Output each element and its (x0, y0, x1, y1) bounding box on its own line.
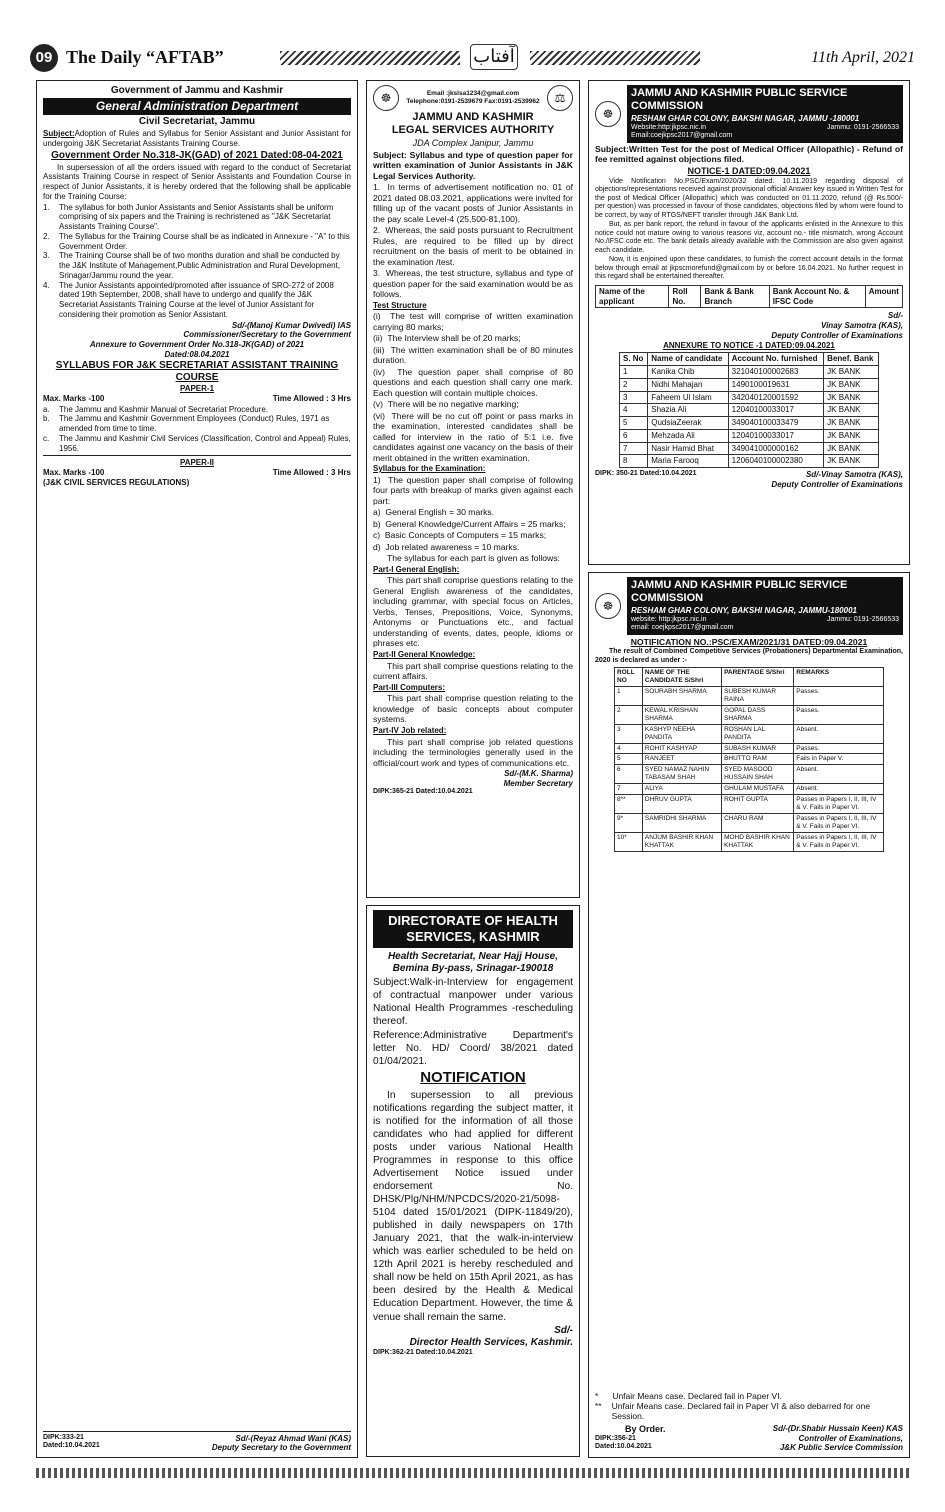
psc2-dipk: DIPK:356-21 (595, 1434, 636, 1442)
paper2-sub: (J&K CIVIL SERVICES REGULATIONS) (43, 477, 190, 487)
psc1-p3: Now, it is enjoined upon these candidates, to furnish the correct account details in the format below through email at jkpscmorefund@gmail.com by or before 16.04.2021. No further request in this regard shall be entertained thereafter. (595, 256, 903, 281)
health-signer: Director Health Services, Kashmir. (409, 1336, 573, 1348)
paper2-heading: PAPER-II (179, 458, 215, 468)
psc2-email: email: coejkpsc2017@gmail.com (631, 624, 734, 632)
list-item: (i) The test will comprise of written examination carrying 80 marks; (373, 311, 573, 332)
health-services-ad (366, 905, 580, 1457)
part3-text: This part shall comprise question relating to the knowledge of basic concepts about computer systems. (373, 693, 573, 725)
footnote-2: Unfair Means case. Declared fail in Paper VI & also debarred for one Session. (611, 1401, 871, 1422)
paper-name: The Daily “AFTAB” (66, 47, 224, 67)
syllabus-intro: 1) The question paper shall comprise of following four parts with breakup of marks given against each part: (373, 474, 573, 506)
table-header: Name of the applicant (596, 285, 669, 308)
gad-annex-date: Dated:08.04.2021 (164, 349, 230, 359)
max-marks: Max. Marks -100 (43, 393, 105, 403)
table-row: 9* SAMRIDHI SHARMA CHARU RAM Passes in Papers I, II, III, IV & V. Fails in Paper VI. (615, 814, 884, 833)
gad-intro: In supersession of all the orders issued with regard to the conduct of Secretariat Assistants Training Course in respect of Senior Assistants and Foundation Course in respect of Junior Assistants, it is hereby ordered that the following shall be applicable for the Training Course: (43, 162, 351, 201)
table-header: REMARKS (794, 668, 884, 687)
table-header: PARENTAGE S/Shri (722, 668, 794, 687)
syllabus-heading: Syllabus for the Examination: (373, 464, 486, 474)
psc2-signer-title2: J&K Public Service Commission (779, 1443, 903, 1453)
psc1-notice: NOTICE-1 DATED:09.04.2021 (687, 165, 811, 176)
legal-title2: LEGAL SERVICES AUTHORITY (391, 124, 555, 137)
health-addr2: Bemina By-pass, Srinagar-190018 (392, 962, 554, 974)
list-item: b) General Knowledge/Current Affairs = 25 marks; (373, 518, 566, 529)
list-item: a. The Jammu and Kashmir Manual of Secretariat Procedure. (43, 404, 268, 414)
legal-address: JDA Complex Janipur, Jammu (412, 137, 534, 148)
health-notification: NOTIFICATION (420, 1069, 526, 1087)
psc1-website: Website:http:jkpsc.nic.in (631, 123, 706, 131)
syllabus-title: SYLLABUS FOR J&K SECRETARIAT ASSISTANT TRAINING COURSE (55, 359, 339, 383)
psc-result-ad (588, 572, 910, 1458)
table-row: 5 RANJEET BHUTTO RAM Fails in Paper V. (615, 754, 884, 765)
seal-icon: ⚖ (547, 85, 573, 111)
page-number: 09 (30, 44, 58, 72)
emblem-icon: ☸ (373, 85, 399, 111)
gad-annex-ref: Annexure to Government Order No.318-JK(GAD) of 2021 (89, 340, 305, 350)
table-row: 5 QudsiaZeerak 349040100033479 JK BANK (620, 417, 879, 430)
psc1-addr: RESHAM GHAR COLONY, BAKSHI NAGAR, JAMMU -180001 (631, 113, 860, 123)
by-order: By Order. (625, 1423, 666, 1434)
footer-stripe (36, 1468, 910, 1478)
table-header: Name of candidate (648, 353, 728, 366)
list-item: a) General English = 30 marks. (373, 507, 495, 518)
list-item: (v) There will be no negative marking; (373, 399, 519, 410)
emblem-icon: ☸ (595, 101, 621, 127)
psc1-signer-title: Deputy Controller of Examinations (771, 330, 903, 340)
part1-text: This part shall comprise questions relating to the General English awareness of the candidates, including grammar, with special focus on Articles, Verbs, Tenses, Prepositions, Voice, Synonyms, Antonyms or Punctuations etc., and factual understanding of events, dates, people, idioms or phrases etc. (373, 575, 573, 649)
gad-order-ad (36, 80, 358, 1458)
gad-govt: Government of Jammu and Kashmir (110, 85, 284, 96)
table-header: S. No (620, 353, 648, 366)
legal-p1: 1. In terms of advertisement notification no. 01 of 2021 dated 08.03.2021, applications were invited for filling up of the vacant posts of Junior Assistants in the pay scale Level-4 (25,500-81,100). (373, 182, 573, 224)
table-header: NAME OF THE CANDIDATE S/Shri (642, 668, 721, 687)
syllabus-follow: The syllabus for each part is given as follows: (387, 553, 560, 564)
health-title: DIRECTORATE OF HEALTH SERVICES, KASHMIR (373, 910, 573, 948)
gad-order-no: Government Order No.318-JK(GAD) of 2021 Dated:08-04-2021 (51, 149, 343, 161)
psc2-addr: RESHAM GHAR COLONY, BAKSHI NAGAR, JAMMU-180001 (631, 605, 857, 615)
psc1-p2: But, as per bank report, the refund in favour of the applicants enlisted in the Annexure to this notice could not mature owing to various reasons viz, account no.- title mismatch, wrong Account No./IFSC code etc. The bank details already available with the Commission are also given against each candidate. (595, 221, 903, 254)
table-row: 3 Faheem Ul Islam 342040120001592 JK BANK (620, 391, 879, 404)
list-item: c. The Jammu and Kashmir Civil Services (Classification, Control and Appeal) Rules, 1956. (43, 433, 351, 453)
list-item: (iv) The question paper shall comprise of 80 questions and each question shall carry one mark. Each question will contain multiple choices. (373, 366, 573, 398)
table-row: 6 Mehzada Ali 12040100033017 JK BANK (620, 429, 879, 442)
psc1-final-title: Deputy Controller of Examinations (771, 479, 903, 489)
decorative-stripe-left (280, 51, 460, 65)
part1-heading: Part-I General English: (373, 564, 460, 574)
legal-subject: Subject: Syllabus and type of question paper for written examination of Junior Assistants in J&K Legal Services Authority. (373, 149, 573, 181)
psc2-footer: * Unfair Means case. Declared fail in Paper VI. ** Unfair Means case. Declared fail in Paper VI & also debarred for one Session. By Order. DIPK:356-21 Dated:10.04.2021 Sd/-(Dr.Shabir Hussain Keen) KAS Controller of Examinations, J&K Public Service Commission (595, 1390, 903, 1453)
legal-dipk: DIPK:365-21 Dated:10.04.2021 (373, 788, 473, 796)
list-item: (iii) The written examination shall be of 80 minutes duration. (373, 344, 573, 366)
list-item: (ii) The Interview shall be of 20 marks; (373, 333, 521, 344)
legal-email: Email :jkslsa1234@gmail.com (426, 90, 520, 98)
gad-footer (43, 1429, 351, 1454)
psc1-signer: Vinay Samotra (KAS), (821, 321, 903, 331)
psc2-title: JAMMU AND KASHMIR PUBLIC SERVICE COMMISSION (631, 579, 848, 605)
table-header: Amount (865, 285, 902, 308)
legal-signer: Sd/-(M.K. Sharma) (504, 768, 573, 778)
legal-services-ad (366, 80, 580, 898)
list-item: b. The Jammu and Kashmir Government Employees (Conduct) Rules, 1971 as amended from time to time. (43, 414, 330, 434)
paper1-heading: PAPER-1 (179, 384, 215, 394)
psc1-sd: Sd/- (887, 311, 903, 321)
list-item: d) Job related awareness = 10 marks. (373, 541, 520, 552)
psc2-intro: The result of Combined Competitive Services (Probationers) Departmental Examination, 2020 is declared as under :- (595, 648, 903, 664)
gad-signer: Sd/-(Manoj Kumar Dwivedi) IAS (231, 320, 351, 330)
health-subject: Subject:Walk-in-Interview for engagement of contractual manpower under various National Health Programmes -rescheduling thereof. (373, 977, 573, 1028)
emblem-icon: ☸ (595, 593, 621, 619)
part4-heading: Part-IV Job related: (373, 725, 447, 735)
psc2-signer-title1: Controller of Examinations, (798, 1433, 903, 1443)
psc2-website: website: http:jkpsc.nic.in (631, 615, 707, 623)
table-header: Account No. furnished (728, 353, 824, 366)
gad-dated: Dated:10.04.2021 (43, 1442, 100, 1450)
test-structure-heading: Test Structure (373, 300, 427, 310)
psc1-title: JAMMU AND KASHMIR PUBLIC SERVICE COMMISSION (631, 87, 848, 113)
health-reference: Reference:Administrative Department's letter No. HD/ Coord/ 38/2021 dated 01/04/2021. (373, 1030, 573, 1068)
table-row: 7 ALIYA GHULAM MUSTAFA Absent. (615, 784, 884, 795)
gad-sec: Civil Secretariat, Jammu (138, 115, 256, 127)
masthead (30, 44, 915, 72)
legal-signer-title: Member Secretary (503, 778, 573, 788)
table-header: Bank & Bank Branch (701, 285, 769, 308)
list-item: 3. The Training Course shall be of two months duration and shall be conducted by the J&K Institute of Management,Public Administration and Rural Development, Srinagar/Jammu round the year. (43, 251, 341, 280)
psc2-signer: Sd/-(Dr.Shabir Hussain Keen) KAS (772, 1423, 903, 1433)
list-item: 1. The syllabus for both Junior Assistants and Senior Assistants shall be uniform comprising of six papers and the Training is rechristened as "J&K Secretariat Assistants Training Course". (43, 202, 334, 232)
table-row: 10* ANJUM BASHIR KHAN KHATTAK MOHD BASHIR KHAN KHATTAK Passes in Papers I, II, III, IV & V. Fails in Paper VI. (615, 832, 884, 851)
list-item: c) Basic Concepts of Computers = 15 marks; (373, 530, 547, 541)
gad-dipk: DIPK:333-21 (43, 1433, 84, 1441)
table-header: ROLL NO (615, 668, 643, 687)
table-row: 1 SOURABH SHARMA SUBESH KUMAR RAINA Passes. (615, 687, 884, 706)
gad-final-signer: Sd/-(Reyaz Ahmad Wani (KAS) (235, 1433, 351, 1443)
issue-date: 11th April, 2021 (811, 49, 915, 66)
health-body: In supersession to all previous notifications regarding the subject matter, it is notified for the information of all those candidates who had applied for different posts under various National Health Programmes in response to this office Advertisement Notice issued under endorsement No. DHSK/Plg/NHM/NPCDCS/2020-21/5098-5104 dated 15/01/2021 (DIPK-11849/20), published in daily newspapers on 17th January 2021, that the walk-in-interview which was earlier scheduled to be held on 12th April 2021 is hereby rescheduled and shall now be held on 15th April 2021, as has been desired by the Health & Medical Education Department. However, the time & venue shall remain the same. (373, 1089, 573, 1323)
health-sd: Sd/- (554, 1324, 573, 1336)
part2-text: This part shall comprise questions relating to the current affairs. (373, 660, 573, 682)
table-header: Roll No. (669, 285, 701, 308)
annex-title: ANNEXURE TO NOTICE -1 DATED:09.04.2021 (663, 340, 835, 350)
paper-logo: آفتاب (470, 44, 518, 70)
part4-text: This part shall comprise job related questions including the terminologies generally used in the official/court work and types of communications etc. (373, 736, 573, 768)
psc1-final-sign: Sd/-Vinay Samotra (KAS), (805, 470, 903, 480)
result-table (614, 667, 884, 852)
time-allowed: Time Allowed : 3 Hrs (272, 468, 351, 478)
legal-p3: 3. Whereas, the test structure, syllabus and type of question paper for the said examination would be as follows. (373, 268, 573, 300)
table-row: 8 Maria Farooq 1206040100002380 JK BANK (620, 455, 879, 468)
table-header: Bank Account No. & IFSC Code (769, 285, 865, 308)
part2-heading: Part-II General Knowledge: (373, 649, 476, 659)
psc1-subject: Subject:Written Test for the post of Medical Officer (Allopathic) - Refund of fee remitted against objections filed. (595, 143, 903, 165)
gad-signer-title: Commissioner/Secretary to the Government (183, 330, 351, 340)
gad-items (43, 203, 351, 320)
time-allowed: Time Allowed : 3 Hrs (272, 393, 351, 403)
legal-phone: Telephone:0191-2539679 Fax:0191-2539962 (406, 98, 540, 105)
table-row: 8** DHRUV GUPTA ROHIT GUPTA Passes in Papers I, II, III, IV & V. Fails in Paper VI. (615, 795, 884, 814)
health-addr1: Health Secretariat, Near Hajj House, (387, 950, 559, 962)
gad-subject-label: Subject: (43, 129, 75, 138)
table-row: 3 KASHYP NEEHA PANDITA ROSHAN LAL PANDITA Absent. (615, 724, 884, 743)
psc2-notif: NOTIFICATION NO.:PSC/EXAM/2021/31 DATED:09.04.2021 (630, 636, 868, 647)
list-item: 4. The Junior Assistants appointed/promoted after issuance of SRO-272 of 2008 dated 19th September, 2008, shall have to undergo and qualify the J&K Secretariat Assistants Training Course at the level of Junior Assistant for considering their promotion as Senior Assistant. (43, 280, 334, 319)
psc2-phone: Jammu: 0191-2566533 (827, 615, 899, 623)
refund-format-table (595, 285, 903, 309)
psc1-dipk: DIPK: 350-21 Dated:10.04.2021 (595, 470, 697, 478)
gad-final-title: Deputy Secretary to the Government (211, 1443, 351, 1453)
psc1-phone: Jammu: 0191-2566533 (827, 123, 899, 131)
table-row: 2 KEWAL KRISHAN SHARMA GOPAL DASS SHARMA Passes. (615, 705, 884, 724)
table-row: 7 Nasir Hamid Bhat 349041000000162 JK BANK (620, 442, 879, 455)
psc2-dated: Dated:10.04.2021 (595, 1443, 652, 1451)
table-row: 4 Shazia Ali 12040100033017 JK BANK (620, 404, 879, 417)
table-row: 6 SYED NAMAZ NAHIN TABASAM SHAH SYED MASOOD HUSSAIN SHAH Absent. (615, 765, 884, 784)
part3-heading: Part-III Computers: (373, 682, 446, 692)
psc-refund-notice-ad (588, 80, 910, 565)
legal-p2: 2. Whereas, the said posts pursuant to Recruitment Rules, are required to be filled up by direct recruitment on the basis of merit to be obtained in the examination /test. (373, 225, 573, 267)
footnote-1: Unfair Means case. Declared fail in Paper VI. (612, 1390, 782, 1401)
max-marks: Max. Marks -100 (43, 468, 105, 478)
psc1-p1: Vide Notification No.PSC/Exam/2020/32 dated: 10.11.2019 regarding disposal of objections/representations received against provisional official Answer key issued in Written Test for the post of Medical Officer (Allopathic) which was conducted on 01.11.2020, refund (@ Rs.500/- per question) was processed in favour of those candidates, objections filed by whom were found to be correct, by way of RTGS/NEFT transfer through J&K Bank Ltd. (595, 177, 903, 219)
annexure-table (619, 352, 879, 468)
table-row: 1 Kanika Chib 321040100002683 JK BANK (620, 366, 879, 379)
list-item: 2. The Syllabus for the Training Course shall be as indicated in Annexure - "A" to this Government Order. (43, 231, 350, 251)
table-row: 4 ROHIT KASHYAP SUBASH KUMAR Passes. (615, 743, 884, 754)
table-header: Benef. Bank (824, 353, 879, 366)
table-row: 2 Nidhi Mahajan 1490100019631 JK BANK (620, 378, 879, 391)
psc1-email: Email:coejkpsc2017@gmail.com (631, 132, 733, 140)
legal-title1: JAMMU AND KASHMIR (412, 111, 534, 123)
gad-subject: Adoption of Rules and Syllabus for Senior Assistant and Junior Assistant for undergoing J&K Secretariat Assistants Training Course. (43, 129, 351, 148)
list-item: (vi) There will be no cut off point or pass marks in the examination, interested candidates shall be called for interview in the ratio of 5:1 i.e. five candidates against one vacancy on the basis of their merit obtained in the written examination. (373, 410, 573, 463)
health-dipk: DIPK:362-21 Dated:10.04.2021 (373, 1348, 473, 1356)
decorative-stripe-right (530, 51, 700, 65)
paper1-items (43, 405, 351, 454)
gad-dept: General Administration Department (43, 98, 351, 115)
